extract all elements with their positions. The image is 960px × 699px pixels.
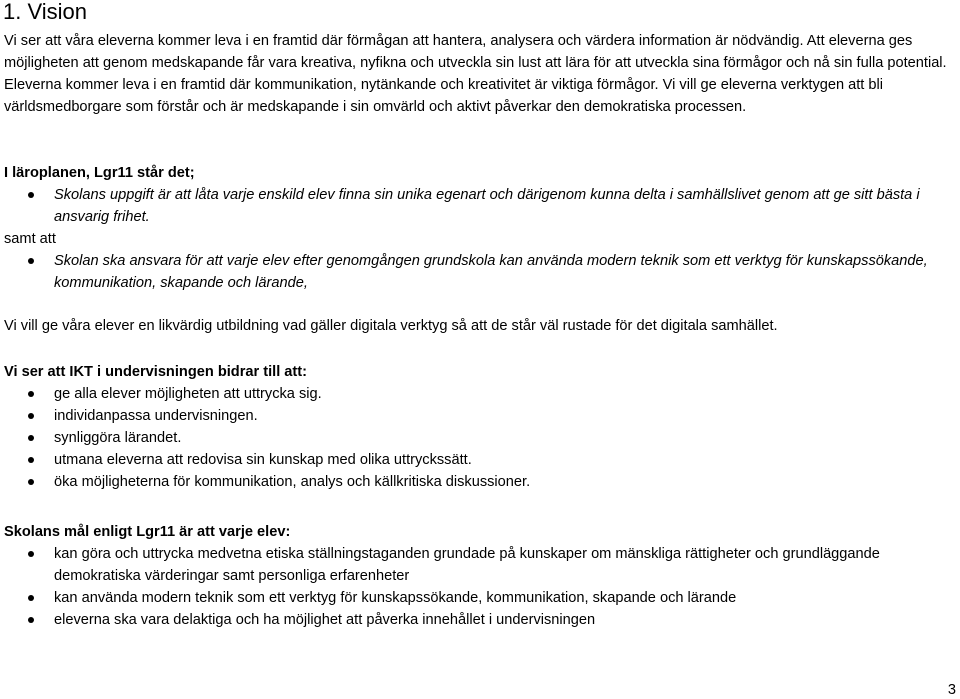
bullet-icon <box>28 595 34 601</box>
list-item <box>0 543 955 587</box>
bullet-icon <box>28 457 34 463</box>
list-item <box>0 471 955 493</box>
bullet-icon <box>28 413 34 419</box>
ikt-heading: Vi ser att IKT i undervisningen bidrar till att: <box>4 364 308 380</box>
ikt-item-text: synliggöra lärandet. <box>54 430 182 446</box>
bullet-icon <box>28 617 34 623</box>
lgr11-quote-list-2 <box>0 250 955 294</box>
vision-paragraph <box>4 30 954 118</box>
ikt-item-text: utmana eleverna att redovisa sin kunskap med olika uttryckssätt. <box>54 452 472 468</box>
list-item <box>0 250 955 294</box>
ikt-item-text: individanpassa undervisningen. <box>54 408 258 424</box>
lgr11-connector: samt att <box>4 231 56 247</box>
vision-text-part-1: Vi ser att våra eleverna kommer leva i en framtid där förmågan att hantera, analysera och värdera information är nödvändig. Att eleverna ges möjligheten att genom medskapande får vara kreativa, nyfikna och utveckla sin lust att lära för att utveckla sina förmågor och nå sin fulla potential. <box>4 33 947 71</box>
lgr11-heading: I läroplanen, Lgr11 står det; <box>4 165 195 181</box>
list-item <box>0 427 955 449</box>
bullet-icon <box>28 391 34 397</box>
goals-list <box>0 543 955 631</box>
ikt-item-text: ge alla elever möjligheten att uttrycka sig. <box>54 386 322 402</box>
list-item <box>0 609 955 631</box>
list-item <box>0 383 955 405</box>
lgr11-quote-list-1 <box>0 184 955 228</box>
bullet-icon <box>28 258 34 264</box>
bullet-icon <box>28 192 34 198</box>
goal-item-text: kan göra och uttrycka medvetna etiska ställningstaganden grundade på kunskaper om mänskliga rättigheter och grundläggande demokratiska värderingar samt personliga erfarenheter <box>54 546 880 584</box>
lgr11-quote-1: Skolans uppgift är att låta varje enskild elev finna sin unika egenart och därigenom kunna delta i samhällslivet genom att ge sitt bästa i ansvarig frihet. <box>54 187 920 225</box>
ikt-item-text: öka möjligheterna för kommunikation, analys och källkritiska diskussioner. <box>54 474 531 490</box>
vision-text-part-3: Vi vill ge eleverna verktygen att bli världsmedborgare som förstår och är medskapande i sin omvärld och aktivt påverkar den demokratiska processen. <box>4 77 884 115</box>
section-heading: 1. Vision <box>3 0 87 24</box>
bullet-icon <box>28 551 34 557</box>
equality-paragraph: Vi vill ge våra elever en likvärdig utbildning vad gäller digitala verktyg så att de står väl rustade för det digitala samhället. <box>4 318 778 334</box>
bullet-icon <box>28 479 34 485</box>
list-item <box>0 184 955 228</box>
page-number: 3 <box>947 682 956 698</box>
goals-heading: Skolans mål enligt Lgr11 är att varje elev: <box>4 524 291 540</box>
list-item <box>0 587 955 609</box>
bullet-icon <box>28 435 34 441</box>
goal-item-text: eleverna ska vara delaktiga och ha möjlighet att påverka innehållet i undervisningen <box>54 612 596 628</box>
goal-item-text: kan använda modern teknik som ett verktyg för kunskapssökande, kommunikation, skapande och lärande <box>54 590 737 606</box>
list-item <box>0 405 955 427</box>
lgr11-quote-2: Skolan ska ansvara för att varje elev efter genomgången grundskola kan använda modern teknik som ett verktyg för kunskapssökande, kommunikation, skapande och lärande, <box>54 253 928 291</box>
list-item <box>0 449 955 471</box>
ikt-list <box>0 383 955 493</box>
vision-text-part-2: Eleverna kommer leva i en framtid där kommunikation, nytänkande och kreativitet är viktiga förmågor. <box>4 77 659 93</box>
